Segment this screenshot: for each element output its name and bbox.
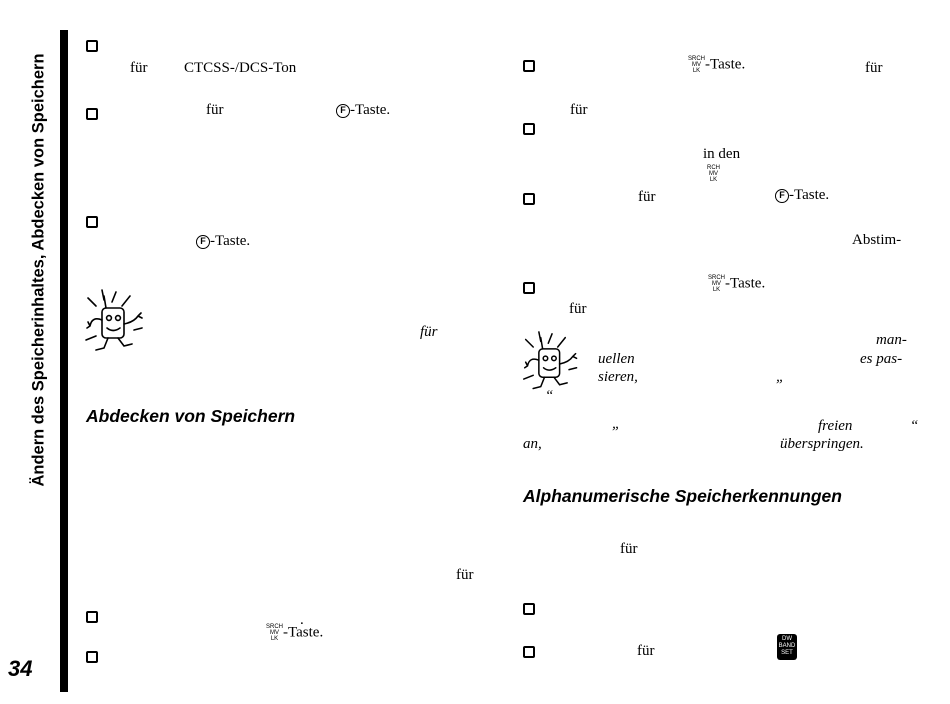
side-bar [60,30,68,692]
mv-key-icon: SRCH MV LK [688,56,706,74]
text: überspringen. [780,436,864,452]
band-key-icon: DW BAND SET [777,634,797,660]
fw-key-line: F -Taste. [775,187,829,204]
text: in den [703,146,741,162]
mv-key-line: SRCH MV LK -Taste. [708,275,766,293]
radio-mascot-icon [82,286,152,362]
mv-key-line: SRCH MV LK -Taste. [266,624,324,642]
text: für [637,643,655,659]
text: für [130,60,148,76]
text: für [456,567,474,583]
fw-key-icon: F [196,235,210,249]
checkbox [86,216,98,228]
fw-key-icon: F [775,189,789,203]
text: . [300,612,304,628]
fw-key-line: F -Taste. [336,102,390,119]
mv-key-icon: SRCH MV LK [708,275,726,293]
checkbox [523,123,535,135]
text: an, [523,436,542,452]
text: freien [818,418,853,434]
text: uellen [598,351,635,367]
checkbox [523,603,535,615]
mv-key-line: SRCH MV LK -Taste. [688,56,746,74]
text: man- [876,332,907,348]
section-heading: Alphanumerische Speicherkennungen [523,486,842,506]
fw-key-line: F -Taste. [196,233,250,250]
checkbox [86,611,98,623]
text: “ [910,418,919,434]
page-number: 34 [8,656,33,681]
text: für [206,102,224,118]
text: es pas- [860,351,903,367]
text: für [638,189,656,205]
fw-key-icon: F [336,104,350,118]
text: „ [612,416,621,432]
checkbox [86,40,98,52]
checkbox [86,108,98,120]
section-heading: Abdecken von Speichern [86,406,296,426]
checkbox [523,646,535,658]
text: „ [776,369,785,385]
text: sieren, [598,369,638,385]
text: für [570,102,588,118]
text: Abstim- [852,232,902,248]
text: CTCSS-/DCS-Ton [184,60,297,76]
side-title: Ändern des Speicherinhaltes, Abdecken von Speichern [29,53,48,487]
text: für [420,324,438,340]
checkbox [523,193,535,205]
mv-key-icon: RCH MV LK [707,165,720,184]
mv-key-icon: SRCH MV LK [266,624,284,642]
text: “ [545,388,554,404]
text: für [865,60,883,76]
text: für [569,301,587,317]
checkbox [523,282,535,294]
checkbox [86,651,98,663]
checkbox [523,60,535,72]
text: für [620,541,638,557]
